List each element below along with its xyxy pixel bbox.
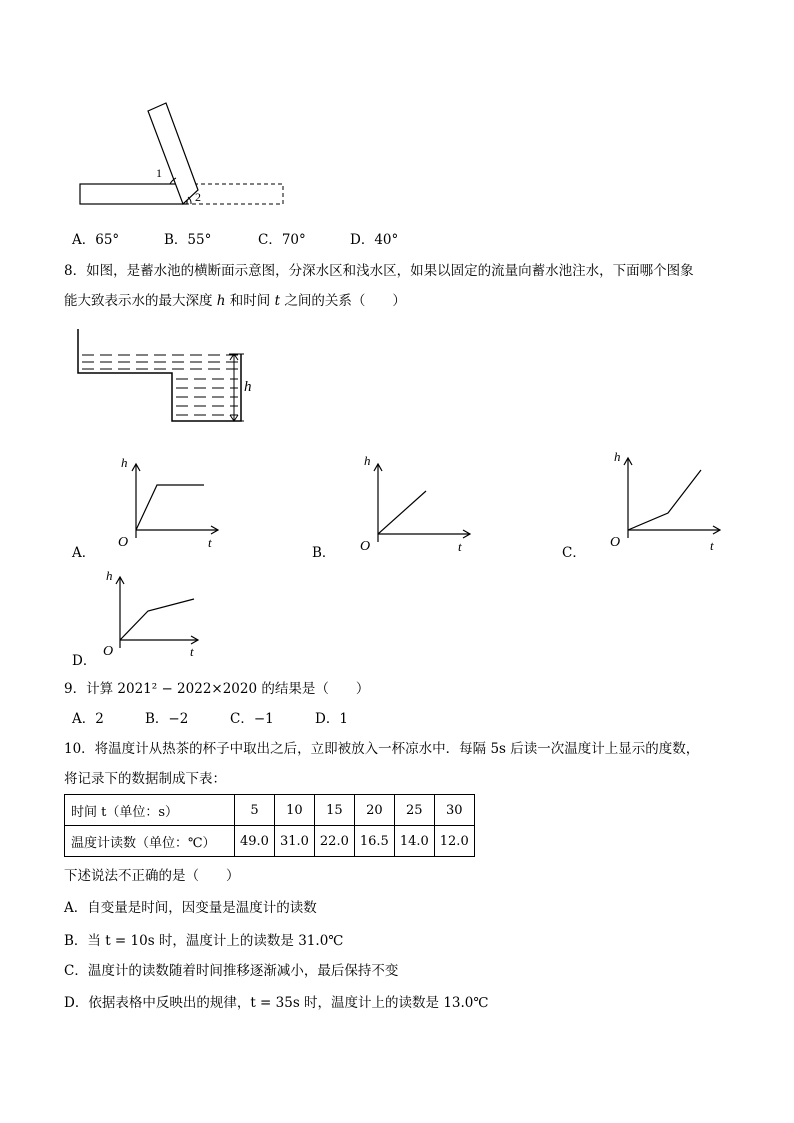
table-cell: 20 [354,795,394,826]
q8-pool-h-label: h [244,379,252,395]
svg-text:h: h [614,449,621,464]
svg-text:t: t [458,539,462,554]
q8-option-b[interactable]: B． [312,545,336,561]
q10-question: 下述说法不正确的是（ ） [64,868,240,884]
q10-stem-line2: 将记录下的数据制成下表： [64,771,226,787]
q9-option-c[interactable]: C．−1 [230,711,274,727]
q9-option-d[interactable]: D．1 [315,711,348,727]
table-cell: 22.0 [314,826,354,857]
q8-option-d[interactable]: D． [72,653,97,669]
svg-text:O: O [118,535,129,550]
q7-tilted-strip [148,103,198,204]
q7-label-1: 1 [156,166,162,180]
svg-text:O: O [610,535,621,550]
table-cell: 12.0 [434,826,474,857]
svg-text:h: h [106,568,113,583]
q8-graph-d[interactable] [98,563,208,663]
q8-graph-c[interactable] [604,446,729,556]
q8-graph-b-curve [378,491,426,534]
q8-water-dashes [82,355,238,415]
q8-graph-c-curve [628,470,701,530]
q10-stem-line1: 10．将温度计从热茶的杯子中取出之后，立即被放入一杯凉水中．每隔 5s 后读一次温度计上显示的度数， [64,741,700,757]
table-cell: 30 [434,795,474,826]
svg-text:h: h [364,453,371,468]
q7-option-b[interactable]: B．55° [164,232,212,248]
svg-text:O: O [103,644,114,659]
table-cell: 25 [394,795,434,826]
q8-option-c[interactable]: C． [562,545,586,561]
q7-right-dashed-strip [187,184,283,204]
q8-pool-outline [78,329,241,421]
svg-text:h: h [121,455,128,470]
q9-expression: 2021² − 2022×2020 [117,681,258,697]
q10-option-b[interactable]: B．当 t = 10s 时，温度计上的读数是 31.0℃ [64,933,344,949]
table-row [65,795,475,826]
svg-text:t: t [208,535,212,550]
q8-graph-b[interactable] [352,450,477,555]
q8-pool-diagram [72,325,262,430]
table-cell: 5 [235,795,275,826]
table-row [65,826,475,857]
table-cell: 16.5 [354,826,394,857]
q10-data-table [64,794,475,857]
q9-stem: 9．计算 2021² − 2022×2020 的结果是（ ） [64,681,370,697]
q7-option-a[interactable]: A．65° [72,232,120,248]
q10-option-a[interactable]: A．自变量是时间，因变量是温度计的读数 [64,900,317,916]
q7-left-strip [80,184,187,204]
svg-text:t: t [190,644,194,659]
table-cell: 15 [314,795,354,826]
svg-text:t: t [710,538,714,553]
table-header-reading: 温度计读数（单位：℃） [65,826,235,857]
q8-graph-d-curve [120,599,194,640]
table-cell: 31.0 [274,826,314,857]
table-cell: 10 [274,795,314,826]
q8-option-a[interactable]: A． [72,545,96,561]
table-header-time: 时间 t（单位：s） [65,795,235,826]
q7-angle-figure [70,95,295,215]
q10-option-c[interactable]: C．温度计的读数随着时间推移逐渐减小，最后保持不变 [64,963,399,979]
q10-option-d[interactable]: D．依据表格中反映出的规律，t = 35s 时，温度计上的读数是 13.0℃ [64,995,489,1011]
table-cell: 14.0 [394,826,434,857]
q9-option-b[interactable]: B．−2 [145,711,189,727]
q8-stem-line2: 能大致表示水的最大深度 h 和时间 t 之间的关系（ ） [64,293,406,309]
q7-option-c[interactable]: C．70° [258,232,306,248]
q8-graph-a-curve [136,485,204,530]
q7-angle-2-arc [188,197,191,204]
q8-stem-line1: 8．如图，是蓄水池的横断面示意图，分深水区和浅水区，如果以固定的流量向蓄水池注水，下面哪个图象 [64,263,694,279]
svg-text:O: O [360,539,371,554]
q9-option-a[interactable]: A．2 [72,711,104,727]
q7-label-2: 2 [195,190,201,204]
table-cell: 49.0 [235,826,275,857]
q8-graph-a[interactable] [112,450,227,550]
q7-option-d[interactable]: D．40° [350,232,399,248]
